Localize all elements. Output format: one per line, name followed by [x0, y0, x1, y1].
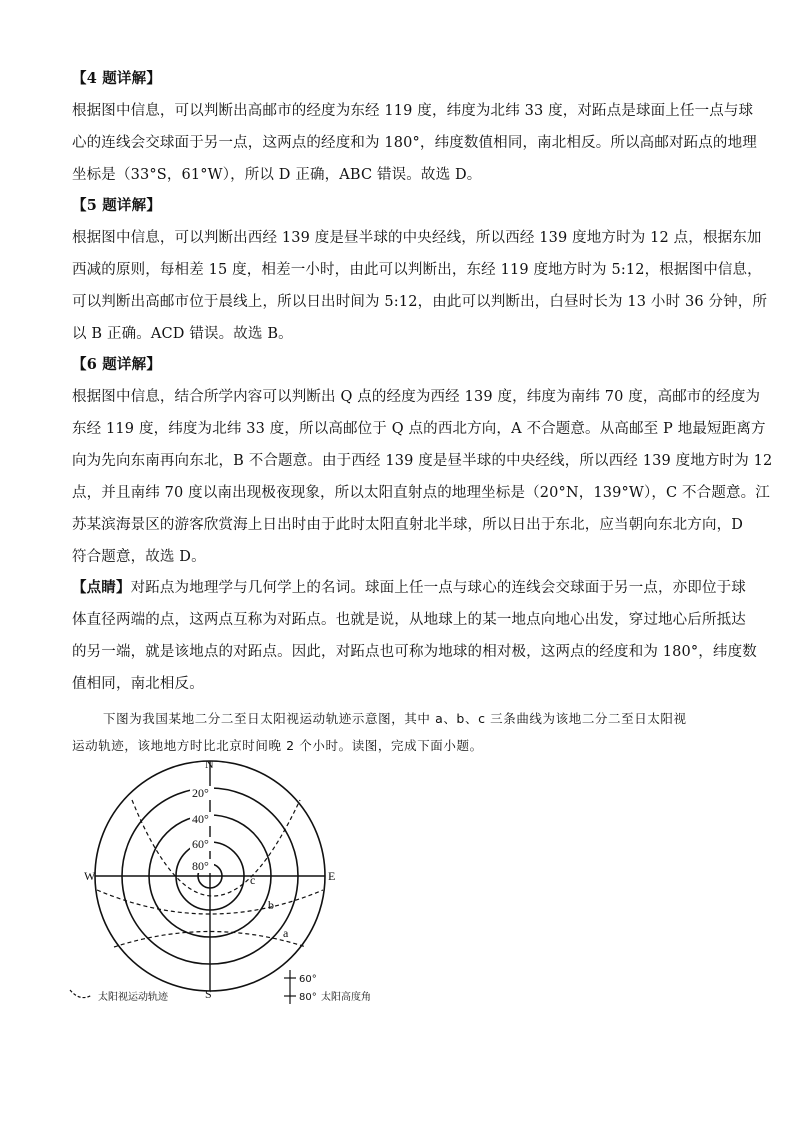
legend-scale-80: 80°: [299, 992, 317, 1003]
tip-line-4: 值相同，南北相反。: [72, 676, 204, 692]
sun-path-diagram: [62, 752, 371, 1012]
curve-label-b: b: [268, 898, 274, 912]
legend-altitude-label: 太阳高度角: [321, 992, 371, 1003]
legend-scale-60: 60°: [299, 974, 317, 985]
curve-label-a: a: [283, 926, 289, 940]
q4-line-3: 坐标是（33°S，61°W），所以 D 正确，ABC 错误。故选 D。: [72, 167, 482, 183]
q4-line-2: 心的连线会交球面于另一点，这两点的经度和为 180°，纬度数值相同，南北相反。所以高邮对跖点的地理: [72, 135, 757, 151]
legend-track-label: 太阳视运动轨迹: [98, 992, 168, 1003]
ring-label-60: 60°: [192, 837, 209, 851]
ring-label-20: 20°: [192, 786, 209, 800]
q4-heading: 【4 题详解】: [72, 70, 162, 87]
q6-line-5: 苏某滨海景区的游客欣赏海上日出时由于此时太阳直射北半球，所以日出于东北，应当朝向东北方向，D: [72, 517, 744, 533]
intro-line-1: 下图为我国某地二分二至日太阳视运动轨迹示意图，其中 a、b、c 三条曲线为该地二分二至日太阳视: [103, 711, 687, 726]
q4-line-1: 根据图中信息，可以判断出高邮市的经度为东经 119 度，纬度为北纬 33 度，对跖点是球面上任一点与球: [72, 103, 754, 119]
ring-label-80: 80°: [192, 859, 209, 873]
tip-label: 【点睛】: [72, 579, 131, 596]
north-label: N: [205, 757, 214, 771]
legend-track-icon: [70, 990, 92, 998]
q6-line-6: 符合题意，故选 D。: [72, 549, 206, 565]
east-label: E: [328, 869, 336, 883]
q5-heading: 【5 题详解】: [72, 197, 162, 214]
tip-line-2: 体直径两端的点，这两点互称为对跖点。也就是说，从地球上的某一地点向地心出发，穿过地心后所抵达: [72, 612, 746, 628]
q5-line-4: 以 B 正确。ACD 错误。故选 B。: [72, 326, 293, 342]
west-label: W: [84, 869, 96, 883]
q5-line-1: 根据图中信息，可以判断出西经 139 度是昼半球的中央经线，所以西经 139 度地方时为 12 点，根据东加: [72, 230, 762, 246]
q6-line-3: 向为先向东南再向东北，B 不合题意。由于西经 139 度是昼半球的中央经线，所以西经 139 度地方时为 12: [72, 453, 773, 469]
q5-line-3: 可以判断出高邮市位于晨线上，所以日出时间为 5:12，由此可以判断出，白昼时长为 13 小时 36 分钟，所: [72, 294, 768, 310]
ring-label-40: 40°: [192, 812, 209, 826]
sun-path-c: [132, 800, 300, 896]
q6-line-4: 点，并且南纬 70 度以南出现极夜现象，所以太阳直射点的地理坐标是（20°N，139°W），C 不合题意。江: [72, 485, 770, 501]
tip-text-1: 对跖点为地理学与几何学上的名词。球面上任一点与球心的连线会交球面于另一点，亦即位于球: [130, 580, 746, 596]
tip-line-1: [72, 576, 746, 597]
q6-line-1: 根据图中信息，结合所学内容可以判断出 Q 点的经度为西经 139 度，纬度为南纬 70 度，高邮市的经度为: [72, 389, 761, 405]
q6-heading: 【6 题详解】: [72, 356, 162, 373]
tip-line-3: 的另一端，就是该地点的对跖点。因此，对跖点也可称为地球的相对极，这两点的经度和为 180°，纬度数: [72, 644, 757, 660]
south-label: S: [205, 987, 212, 1001]
q6-line-2: 东经 119 度，纬度为北纬 33 度，所以高邮位于 Q 点的西北方向，A 不合题意。从高邮至 P 地最短距离方: [72, 421, 766, 437]
q5-line-2: 西减的原则，每相差 15 度，相差一小时，由此可以判断出，东经 119 度地方时为 5:12，根据图中信息，: [72, 262, 762, 278]
intro-line-2: 运动轨迹，该地地方时比北京时间晚 2 个小时。读图，完成下面小题。: [72, 738, 483, 753]
curve-label-c: c: [250, 873, 256, 887]
